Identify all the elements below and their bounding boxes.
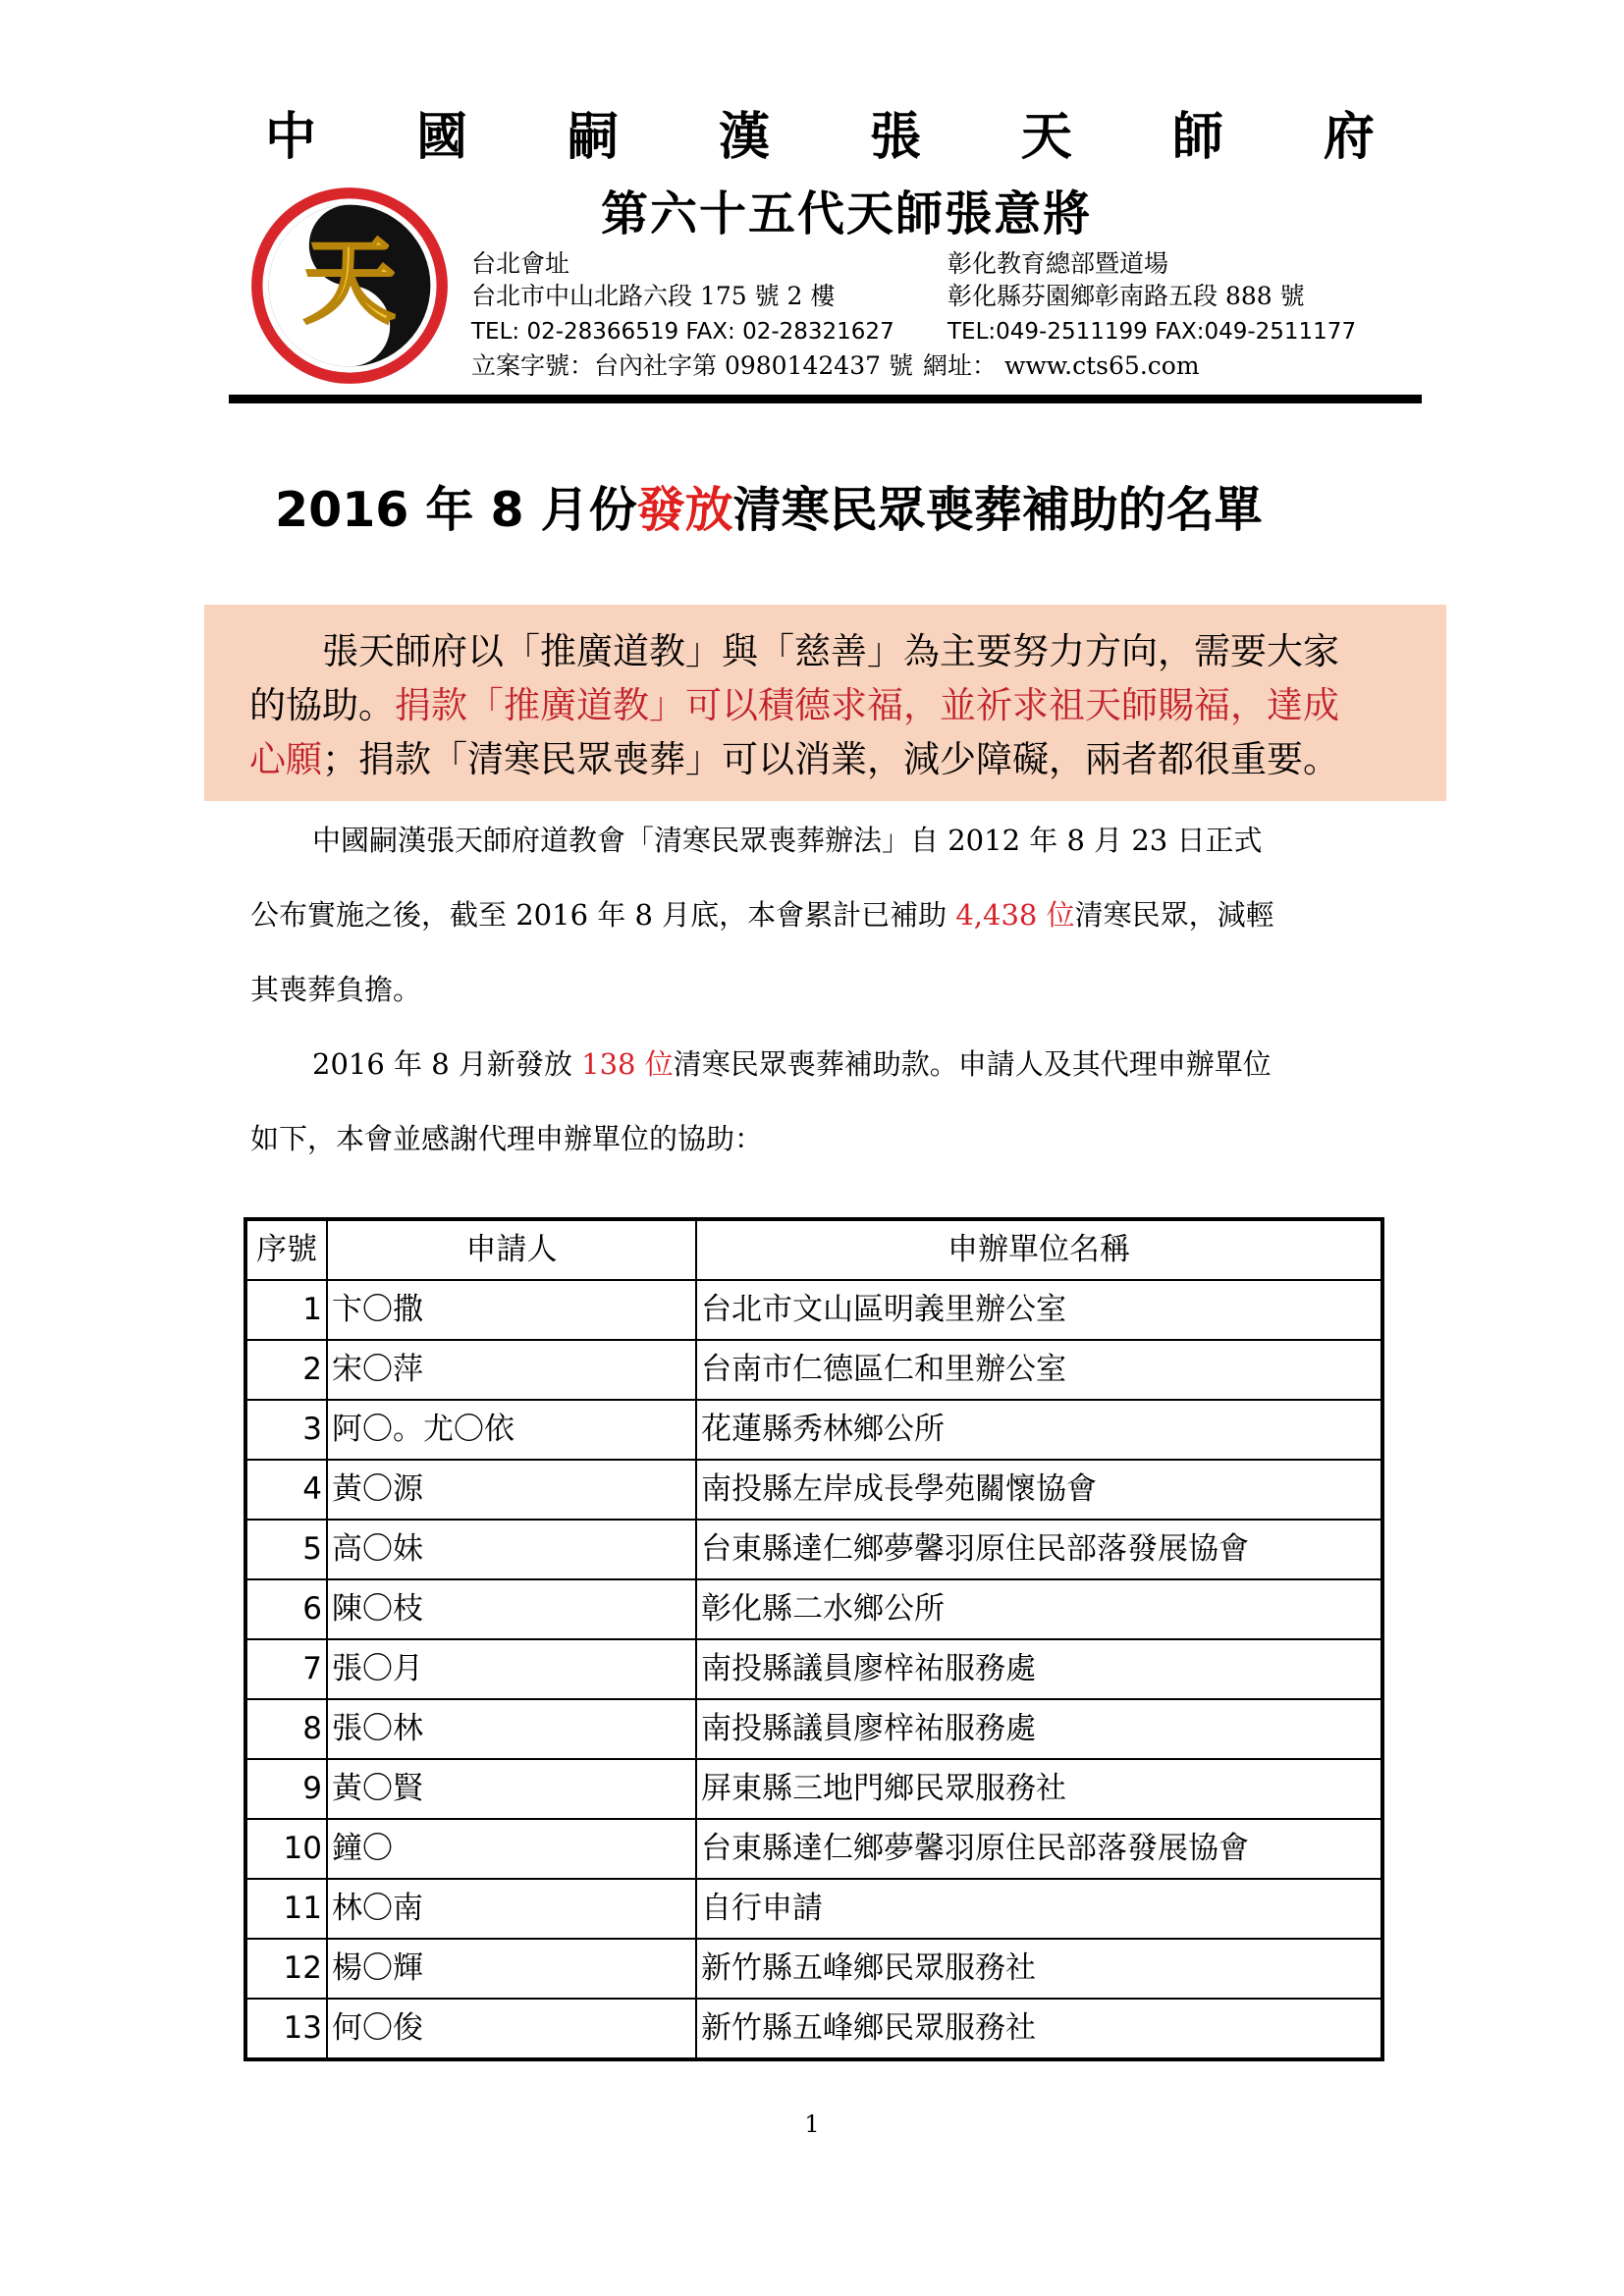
table-row xyxy=(246,1460,1381,1520)
agency-name: 南投縣左岸成長學苑關懷協會 xyxy=(696,1460,1381,1520)
org-title-char: 嗣 xyxy=(567,108,619,167)
table-row xyxy=(246,1939,1381,1999)
org-title-char: 國 xyxy=(415,108,467,167)
notice-line-1: 張天師府以「推廣道教」與「慈善」為主要努力方向，需要大家 xyxy=(322,630,1339,672)
org-title-char: 府 xyxy=(1323,108,1375,167)
taipei-contact: TEL: 02-28366519 FAX: 02-28321627 xyxy=(471,319,894,345)
row-number: 13 xyxy=(246,1999,327,2058)
table-row xyxy=(246,1579,1381,1639)
paragraph-2-text-end: 清寒民眾喪葬補助款。申請人及其代理申辦單位 xyxy=(673,1047,1272,1081)
agency-name: 南投縣議員廖梓祐服務處 xyxy=(696,1699,1381,1759)
row-number: 3 xyxy=(246,1400,327,1460)
agency-name: 南投縣議員廖梓祐服務處 xyxy=(696,1639,1381,1699)
row-number: 4 xyxy=(246,1460,327,1520)
taipei-label: 台北會址 xyxy=(471,249,570,278)
table-row xyxy=(246,1639,1381,1699)
row-number: 8 xyxy=(246,1699,327,1759)
applicant-name: 黃〇賢 xyxy=(327,1759,696,1819)
changhua-contact: TEL:049-2511199 FAX:049-2511177 xyxy=(947,319,1357,345)
paragraph-2-text: 2016 年 8 月新發放 xyxy=(312,1047,582,1081)
notice-line-3-highlight: 心願 xyxy=(249,738,322,780)
paragraph-1-line-1: 中國嗣漢張天師府道教會「清寒民眾喪葬辦法」自 2012 年 8 月 23 日正式 xyxy=(312,824,1263,857)
header-number: 序號 xyxy=(246,1220,327,1280)
table-row xyxy=(246,1999,1381,2058)
row-number: 2 xyxy=(246,1340,327,1400)
agency-name: 屏東縣三地門鄉民眾服務社 xyxy=(696,1759,1381,1819)
agency-name: 自行申請 xyxy=(696,1879,1381,1939)
notice-line-3 xyxy=(249,732,1418,787)
notice-line-2 xyxy=(249,678,1418,733)
table-header-row xyxy=(246,1220,1381,1280)
org-title-char: 中 xyxy=(265,108,317,167)
paragraph-1-line-3: 其喪葬負擔。 xyxy=(250,973,422,1006)
paragraph-1-line-2 xyxy=(250,895,1274,934)
table-row xyxy=(246,1280,1381,1340)
agency-name: 台南市仁德區仁和里辦公室 xyxy=(696,1340,1381,1400)
applicant-name: 張〇林 xyxy=(327,1699,696,1759)
agency-name: 新竹縣五峰鄉民眾服務社 xyxy=(696,1999,1381,2058)
row-number: 7 xyxy=(246,1639,327,1699)
table-row xyxy=(246,1879,1381,1939)
row-number: 10 xyxy=(246,1819,327,1879)
agency-name: 台東縣達仁鄉夢馨羽原住民部落發展協會 xyxy=(696,1819,1381,1879)
paragraph-1-text: 公布實施之後，截至 2016 年 8 月底，本會累計已補助 xyxy=(250,898,956,932)
monthly-count: 138 位 xyxy=(581,1047,674,1081)
org-title-char: 張 xyxy=(869,108,921,167)
master-name: 第六十五代天師張意將 xyxy=(601,187,1093,241)
applicant-name: 張〇月 xyxy=(327,1639,696,1699)
table-row xyxy=(246,1819,1381,1879)
website: 網址： www.cts65.com xyxy=(923,351,1200,380)
total-count: 4,438 位 xyxy=(955,898,1075,932)
table-row xyxy=(246,1400,1381,1460)
applicant-name: 鐘〇 xyxy=(327,1819,696,1879)
changhua-address: 彰化縣芬園鄉彰南路五段 888 號 xyxy=(947,282,1305,310)
applicant-name: 黃〇源 xyxy=(327,1460,696,1520)
header-agency: 申辦單位名稱 xyxy=(696,1220,1381,1280)
paragraph-2-line-1 xyxy=(312,1044,1272,1084)
agency-name: 新竹縣五峰鄉民眾服務社 xyxy=(696,1939,1381,1999)
registration-number: 立案字號：台內社字第 0980142437 號 xyxy=(471,351,913,380)
applicant-name: 楊〇輝 xyxy=(327,1939,696,1999)
row-number: 1 xyxy=(246,1280,327,1340)
notice-line-3-suffix: ；捐款「清寒民眾喪葬」可以消業，減少障礙，兩者都很重要。 xyxy=(322,738,1339,780)
donation-notice xyxy=(204,605,1446,801)
title-highlight: 發放 xyxy=(636,482,733,538)
applicant-name: 陳〇枝 xyxy=(327,1579,696,1639)
applicant-name: 卞〇撒 xyxy=(327,1280,696,1340)
applicant-name: 林〇南 xyxy=(327,1879,696,1939)
row-number: 12 xyxy=(246,1939,327,1999)
applicant-name: 何〇俊 xyxy=(327,1999,696,2058)
org-title-char: 師 xyxy=(1171,108,1223,167)
notice-line-2-highlight: 捐款「推廣道教」可以積德求福，並祈求祖天師賜福，達成 xyxy=(395,684,1339,726)
paragraph-2-line-2: 如下，本會並感謝代理申辦單位的協助： xyxy=(250,1122,764,1155)
taipei-address: 台北市中山北路六段 175 號 2 樓 xyxy=(471,282,836,310)
page-number: 1 xyxy=(804,2110,820,2138)
yin-yang-logo-icon xyxy=(248,185,451,387)
title-suffix: 清寒民眾喪葬補助的名單 xyxy=(732,482,1263,538)
changhua-label: 彰化教育總部暨道場 xyxy=(947,249,1169,278)
org-title-char: 漢 xyxy=(718,108,770,167)
notice-line-2-prefix: 的協助。 xyxy=(249,684,395,726)
applicant-name: 宋〇萍 xyxy=(327,1340,696,1400)
applicant-name: 高〇妹 xyxy=(327,1520,696,1579)
agency-name: 台北市文山區明義里辦公室 xyxy=(696,1280,1381,1340)
table-row xyxy=(246,1340,1381,1400)
table-row xyxy=(246,1520,1381,1579)
agency-name: 彰化縣二水鄉公所 xyxy=(696,1579,1381,1639)
row-number: 5 xyxy=(246,1520,327,1579)
document-title xyxy=(275,479,1355,542)
header-applicant: 申請人 xyxy=(327,1220,696,1280)
row-number: 9 xyxy=(246,1759,327,1819)
agency-name: 台東縣達仁鄉夢馨羽原住民部落發展協會 xyxy=(696,1520,1381,1579)
row-number: 6 xyxy=(246,1579,327,1639)
table-row xyxy=(246,1699,1381,1759)
paragraph-1-text-end: 清寒民眾，減輕 xyxy=(1074,898,1274,932)
org-title-char: 天 xyxy=(1020,108,1072,167)
letterhead-divider xyxy=(229,395,1422,403)
recipients-table xyxy=(245,1219,1382,2059)
row-number: 11 xyxy=(246,1879,327,1939)
logo-character: 天 xyxy=(302,227,397,337)
agency-name: 花蓮縣秀林鄉公所 xyxy=(696,1400,1381,1460)
organization-title xyxy=(265,106,1375,169)
applicant-name: 阿〇。尤〇依 xyxy=(327,1400,696,1460)
title-prefix: 2016 年 8 月份 xyxy=(275,482,637,538)
table-row xyxy=(246,1759,1381,1819)
